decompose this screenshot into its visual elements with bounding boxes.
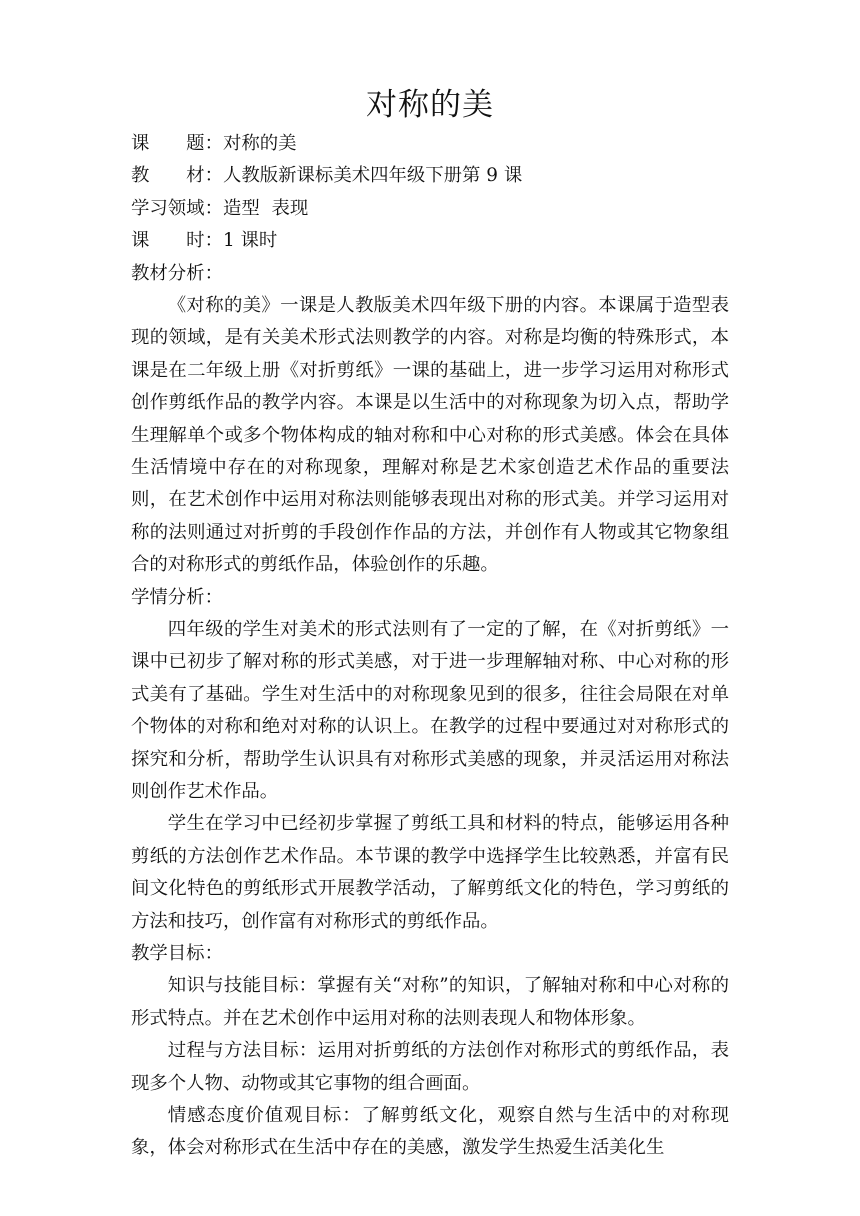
meta-topic-label: 课 题： <box>131 133 223 154</box>
meta-textbook-value: 人教版新课标美术四年级下册第 9 课 <box>222 165 523 187</box>
paragraph-goal-knowledge: 知识与技能目标：掌握有关“对称”的知识，了解轴对称和中心对称的形式特点。并在艺术创作中运用对称的法则表现人和物体形象。 <box>131 975 729 1029</box>
paragraph-textbook-analysis: 《对称的美》一课是人教版美术四年级下册的内容。本课属于造型表现的领域，是有关美术形式法则教学的内容。对称是均衡的特殊形式，本课是在二年级上册《对折剪纸》一课的基础上，进一步学习运用对称形式创作剪纸作品的教学内容。本课是以生活中的对称现象为切入点，帮助学生理解单个或多个物体构成的轴对称和中心对称的形式美感。体会在具体生活情境中存在的对称现象，理解对称是艺术家创造艺术作品的重要法则，在艺术创作中运用对称法则能够表现出对称的形式美。并学习运用对称的法则通过对折剪的手段创作作品的方法，并创作有人物或其它物象组合的对称形式的剪纸作品，体验创作的乐趣。 <box>131 294 729 576</box>
paragraph-student-analysis-1: 四年级的学生对美术的形式法则有了一定的了解，在《对折剪纸》一课中已初步了解对称的形式美感，对于进一步理解轴对称、中心对称的形式美有了基础。学生对生活中的对称现象见到的很多，往往会局限在对单个物体的对称和绝对对称的认识上。在教学的过程中要通过对对称形式的探究和分析，帮助学生认识具有对称形式美感的现象，并灵活运用对称法则创作艺术作品。 <box>131 619 729 803</box>
document-title: 对称的美 <box>366 87 494 123</box>
section-heading-teaching-goals: 教学目标： <box>131 943 223 965</box>
meta-textbook-label: 教 材： <box>131 165 223 187</box>
meta-hours-value: 1 课时 <box>222 230 278 252</box>
meta-topic-value: 对称的美 <box>222 133 297 154</box>
section-heading-textbook-analysis: 教材分析： <box>131 262 223 284</box>
meta-topic <box>131 128 729 160</box>
paragraph-goal-process: 过程与方法目标：运用对折剪纸的方法创作对称形式的剪纸作品，表现多个人物、动物或其它事物的组合画面。 <box>131 1040 729 1094</box>
document-body <box>131 128 729 1165</box>
meta-hours <box>131 225 729 257</box>
paragraph-student-analysis-2: 学生在学习中已经初步掌握了剪纸工具和材料的特点，能够运用各种剪纸的方法创作艺术作品。本节课的教学中选择学生比较熟悉，并富有民间文化特色的剪纸形式开展教学活动，了解剪纸文化的特色，学习剪纸的方法和技巧，创作富有对称形式的剪纸作品。 <box>131 813 729 932</box>
meta-hours-label: 课 时： <box>131 230 223 252</box>
meta-domain-value: 造型 表现 <box>222 197 309 219</box>
paragraph-goal-emotion: 情感态度价值观目标：了解剪纸文化，观察自然与生活中的对称现象，体会对称形式在生活中存在的美感，激发学生热爱生活美化生 <box>131 1105 729 1159</box>
meta-domain-label: 学习领域： <box>131 197 223 219</box>
meta-domain <box>131 193 729 225</box>
meta-textbook <box>131 160 729 192</box>
section-heading-student-analysis: 学情分析： <box>131 586 223 608</box>
